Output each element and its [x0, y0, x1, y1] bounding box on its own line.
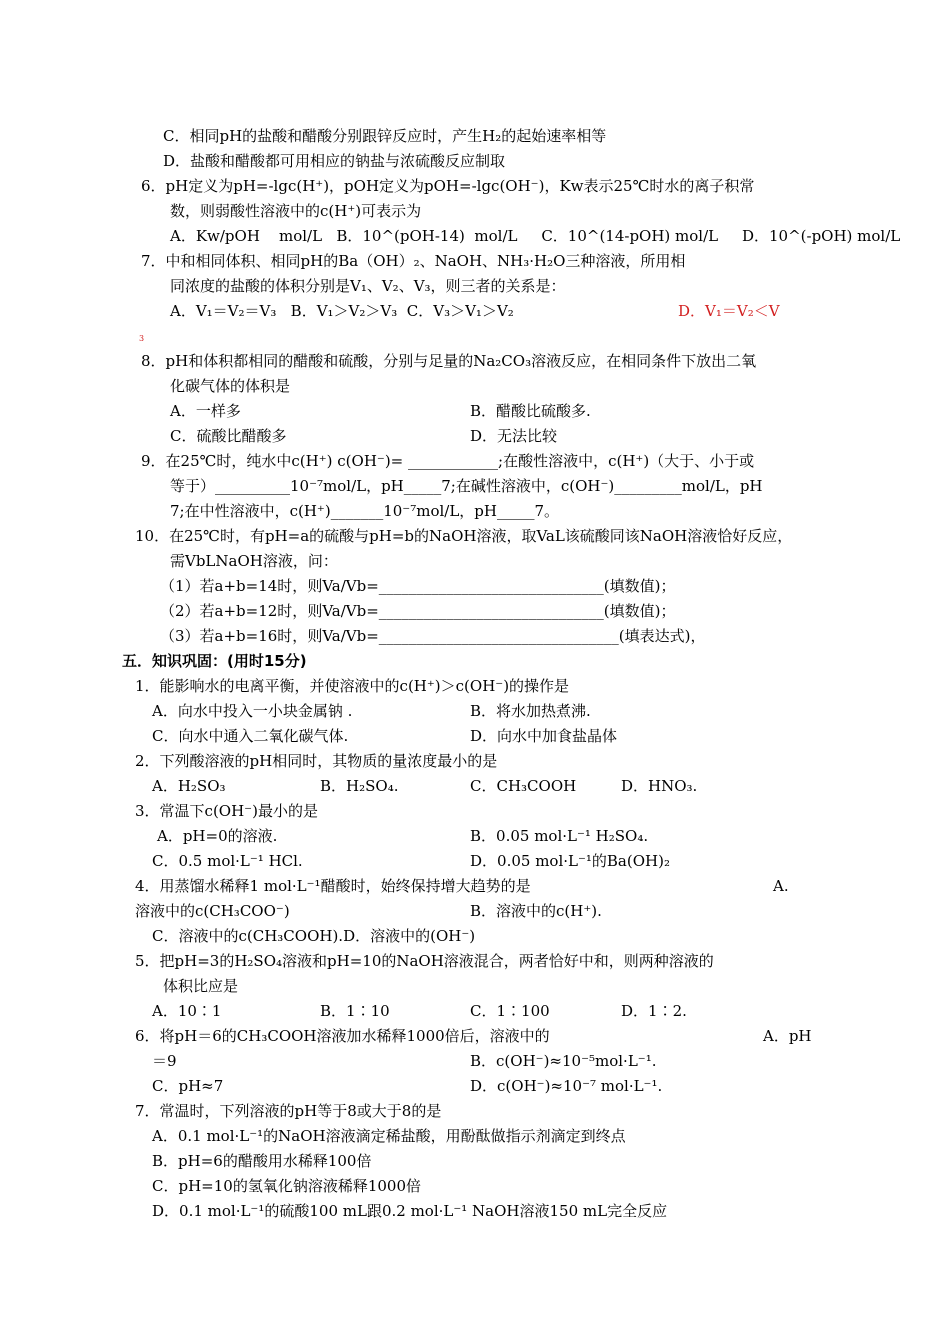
review-q2: 2．下列酸溶液的pH相同时，其物质的量浓度最小的是	[135, 752, 498, 770]
question-8-option-b: B．醋酸比硫酸多.	[470, 402, 591, 420]
option-c-q5: C．相同pH的盐酸和醋酸分别跟锌反应时，产生H₂的起始速率相等	[163, 127, 607, 145]
question-8-option-a: A．一样多	[170, 402, 241, 420]
review-q6-d: D．c(OH⁻)≈10⁻⁷ mol·L⁻¹.	[470, 1077, 663, 1095]
review-q2-c: C．CH₃COOH	[470, 777, 577, 795]
review-q5-cont: 体积比应是	[163, 977, 239, 995]
question-7-answer: D．V₁＝V₂＜V	[678, 302, 780, 320]
review-q1-b: B．将水加热煮沸.	[470, 702, 591, 720]
question-7-options: A．V₁＝V₂＝V₃ B．V₁＞V₂＞V₃ C．V₃＞V₁＞V₂	[170, 302, 514, 320]
review-q4-a: 溶液中的c(CH₃COO⁻)	[135, 902, 290, 920]
review-q5-b: B．1∶10	[320, 1002, 390, 1020]
review-q1-a: A．向水中投入一小块金属钠 .	[152, 702, 353, 720]
section-heading: 五．知识巩固：(用时15分)	[122, 652, 307, 670]
question-9-cont: 等于）__________10⁻⁷mol/L，pH_____7;在碱性溶液中，c(OH⁻)_________mol/L，pH	[170, 477, 763, 495]
review-q5-a: A．10∶1	[152, 1002, 222, 1020]
question-10-part-1: （1）若a+b=14时，则Va/Vb=______________________________(填数值)；	[160, 577, 676, 595]
question-10-part-2: （2）若a+b=12时，则Va/Vb=______________________________(填数值)；	[160, 602, 676, 620]
question-8-option-d: D．无法比较	[470, 427, 558, 445]
review-q5-c: C．1∶100	[470, 1002, 550, 1020]
review-q3-c: C．0.5 mol·L⁻¹ HCl.	[152, 852, 303, 870]
question-9: 9．在25℃时，纯水中c(H⁺) c(OH⁻)= ____________;在酸性溶液中，c(H⁺)（大于、小于或	[141, 452, 755, 470]
review-q3: 3．常温下c(OH⁻)最小的是	[135, 802, 318, 820]
review-q5: 5．把pH=3的H₂SO₄溶液和pH=10的NaOH溶液混合，两者恰好中和，则两种溶液的	[135, 952, 714, 970]
review-q4: 4．用蒸馏水稀释1 mol·L⁻¹醋酸时，始终保持增大趋势的是	[135, 877, 531, 895]
review-q1-d: D．向水中加食盐晶体	[470, 727, 618, 745]
review-q4-a-label: A.	[773, 877, 789, 895]
review-q1-c: C．向水中通入二氧化碳气体.	[152, 727, 349, 745]
review-q3-a: A．pH=0的溶液.	[157, 827, 278, 845]
review-q1: 1．能影响水的电离平衡，并使溶液中的c(H⁺)＞c(OH⁻)的操作是	[135, 677, 570, 695]
review-q2-d: D．HNO₃.	[621, 777, 698, 795]
question-8-cont: 化碳气体的体积是	[170, 377, 291, 395]
review-q4-cd: C．溶液中的c(CH₃COOH).D．溶液中的(OH⁻)	[152, 927, 476, 945]
review-q7-b: B．pH=6的醋酸用水稀释100倍	[152, 1152, 372, 1170]
review-q5-d: D．1∶2.	[621, 1002, 687, 1020]
question-10: 10．在25℃时，有pH=a的硫酸与pH=b的NaOH溶液，取VaL该硫酸同该NaOH溶液恰好反应，	[135, 527, 793, 545]
review-q7-a: A．0.1 mol·L⁻¹的NaOH溶液滴定稀盐酸，用酚酞做指示剂滴定到终点	[152, 1127, 626, 1145]
question-10-cont: 需VbLNaOH溶液，问：	[170, 552, 338, 570]
question-6: 6．pH定义为pH=-lgc(H⁺)，pOH定义为pOH=-lgc(OH⁻)，Kw表示25℃时水的离子积常	[141, 177, 755, 195]
review-q7: 7．常温时，下列溶液的pH等于8或大于8的是	[135, 1102, 442, 1120]
review-q6-a-label: A．pH	[763, 1027, 812, 1045]
option-d-q5: D．盐酸和醋酸都可用相应的钠盐与浓硫酸反应制取	[163, 152, 506, 170]
question-7: 7．中和相同体积、相同pH的Ba（OH）₂、NaOH、NH₃·H₂O三种溶液，所用相	[141, 252, 686, 270]
question-8: 8．pH和体积都相同的醋酸和硫酸，分别与足量的Na₂CO₃溶液反应，在相同条件下放出二氧	[141, 352, 757, 370]
review-q6-b: B．c(OH⁻)≈10⁻⁵mol·L⁻¹.	[470, 1052, 657, 1070]
review-q6-c: C．pH≈7	[152, 1077, 224, 1095]
review-q3-b: B．0.05 mol·L⁻¹ H₂SO₄.	[470, 827, 649, 845]
review-q2-a: A．H₂SO₃	[152, 777, 226, 795]
question-7-cont: 同浓度的盐酸的体积分别是V₁、V₂、V₃，则三者的关系是：	[170, 277, 566, 295]
question-9-cont-2: 7;在中性溶液中，c(H⁺)_______10⁻⁷mol/L，pH_____7。	[170, 502, 560, 520]
review-q4-b: B．溶液中的c(H⁺).	[470, 902, 602, 920]
question-8-option-c: C．硫酸比醋酸多	[170, 427, 287, 445]
review-q7-c: C．pH=10的氢氧化钠溶液稀释1000倍	[152, 1177, 421, 1195]
review-q3-d: D．0.05 mol·L⁻¹的Ba(OH)₂	[470, 852, 670, 870]
review-q6: 6．将pH＝6的CH₃COOH溶液加水稀释1000倍后，溶液中的	[135, 1027, 550, 1045]
review-q7-d: D．0.1 mol·L⁻¹的硫酸100 mL跟0.2 mol·L⁻¹ NaOH溶液150 mL完全反应	[152, 1202, 668, 1220]
review-q2-b: B．H₂SO₄.	[320, 777, 399, 795]
question-7-answer-tail: 3	[139, 334, 145, 343]
review-q6-a: ＝9	[152, 1052, 177, 1070]
question-10-part-3: （3）若a+b=16时，则Va/Vb=________________________________(填表达式)，	[160, 627, 706, 645]
question-6-options: A．Kw/pOH mol/L B．10^(pOH-14) mol/L C．10^(14-pOH) mol/L D．10^(-pOH) mol/L	[170, 227, 901, 245]
question-6-cont: 数，则弱酸性溶液中的c(H⁺)可表示为	[170, 202, 422, 220]
